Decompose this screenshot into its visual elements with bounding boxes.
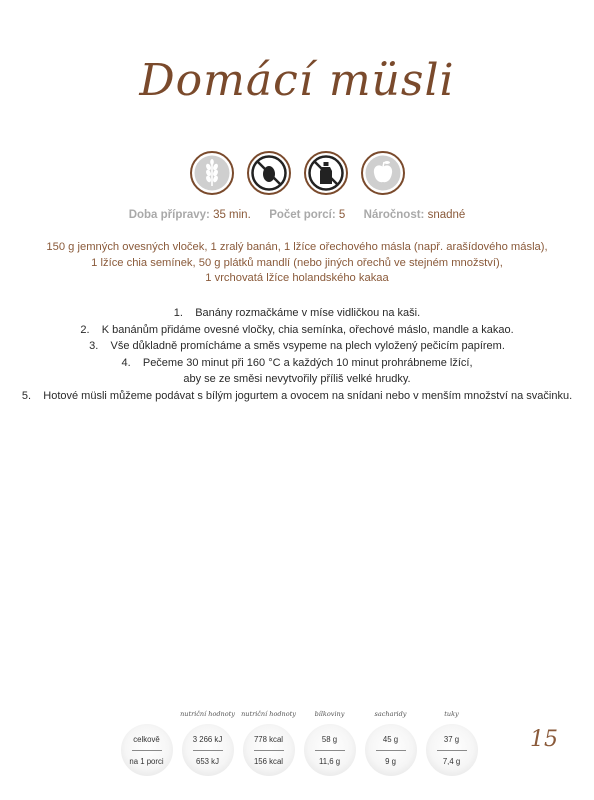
ingredient-line: 1 vrchovatá lžíce holandského kakaa [205, 272, 389, 284]
nutrition-per-portion: 7,4 g [442, 756, 461, 766]
nutrition-total: 3 266 kJ [192, 734, 223, 744]
nutrition-total: 778 kcal [253, 734, 284, 744]
ingredients [0, 240, 594, 287]
nutrition-table [120, 710, 478, 776]
no-milk-icon [303, 150, 349, 196]
nutrition-total: 37 g [443, 734, 460, 744]
nutrition-column [120, 710, 173, 776]
instructions [0, 305, 594, 404]
wheat-icon [189, 150, 235, 196]
prep-value: 35 min. [213, 209, 251, 221]
step-line: aby se ze směsi nevytvořily příliš velké hrudky. [183, 373, 411, 385]
step-line: 4. Pečeme 30 minut při 160 °C a každých 10 minut prohrábneme lžící, [121, 356, 473, 369]
recipe-meta [0, 209, 594, 221]
ingredient-line: 1 lžíce chia semínek, 50 g plátků mandlí (nebo jiných ořechů ve stejném množství), [91, 256, 503, 269]
ingredient-line: 150 g jemných ovesných vloček, 1 zralý banán, 1 lžíce ořechového másla (např. arašídového másla), [46, 241, 548, 253]
nutrition-circle [243, 724, 295, 776]
nutrition-column [303, 710, 356, 776]
apple-icon [360, 150, 406, 196]
nutrition-per-portion: 11,6 g [318, 756, 341, 766]
nutrition-label: nutriční hodnoty [241, 710, 296, 718]
nutrition-circle [304, 724, 356, 776]
nutrition-label: tuky [444, 710, 459, 718]
nutrition-per-portion: 653 kJ [196, 756, 219, 766]
nutrition-per-portion: na 1 porci [129, 756, 164, 766]
nutrition-circle [121, 724, 173, 776]
step-line: 2. K banánům přidáme ovesné vločky, chia semínka, ořechové máslo, mandle a kakao. [80, 323, 514, 336]
nutrition-label: bílkoviny [314, 710, 345, 718]
difficulty-label: Náročnost: [363, 209, 425, 221]
nutrition-label: sacharidy [374, 710, 407, 718]
portions-value: 5 [338, 209, 346, 221]
nutrition-column [181, 710, 234, 776]
nutrition-total: 45 g [382, 734, 399, 744]
nutrition-per-portion: 156 kcal [253, 756, 284, 766]
no-egg-icon [246, 150, 292, 196]
nutrition-circle [182, 724, 234, 776]
diet-icons [0, 150, 594, 196]
nutrition-per-portion: 9 g [385, 756, 396, 766]
portions-label: Počet porcí: [269, 209, 336, 221]
prep-label: Doba přípravy: [128, 209, 210, 221]
nutrition-total: celkově [133, 734, 160, 744]
page-number: 15 [530, 727, 558, 752]
nutrition-column [242, 710, 295, 776]
step-line: 3. Vše důkladně promícháme a směs vsypeme na plech vyložený pečicím papírem. [89, 340, 505, 352]
nutrition-column [364, 710, 417, 776]
nutrition-column [425, 710, 478, 776]
difficulty-value: snadné [427, 209, 466, 221]
step-line: 5. Hotové müsli můžeme podávat s bílým jogurtem a ovocem na snídani nebo v menším množství na svačinku. [21, 389, 573, 402]
nutrition-circle [426, 724, 478, 776]
nutrition-total: 58 g [321, 734, 338, 744]
step-line: 1. Banány rozmačkáme v míse vidličkou na kaši. [173, 307, 421, 319]
nutrition-circle [365, 724, 417, 776]
nutrition-label: nutriční hodnoty [180, 710, 235, 718]
recipe-title: Domácí müsli [139, 55, 455, 106]
